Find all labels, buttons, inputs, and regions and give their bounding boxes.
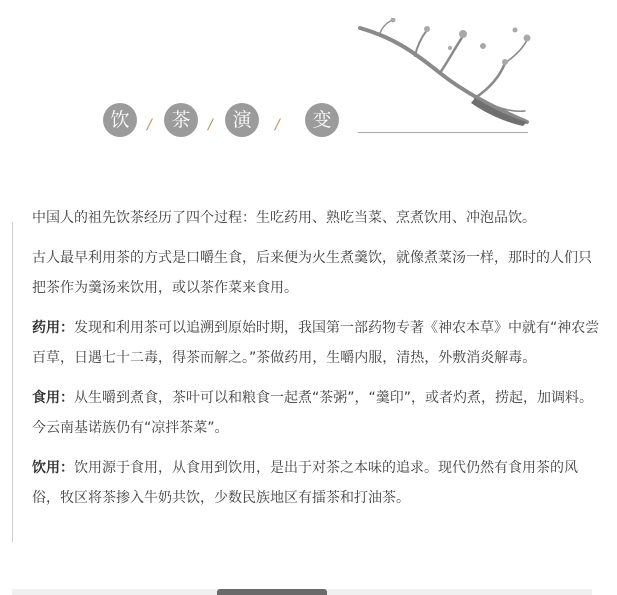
bottom-photo-edge bbox=[12, 589, 592, 595]
article-body bbox=[32, 203, 602, 523]
term-drinking: 饮用： bbox=[32, 460, 74, 476]
title-char-4: 变 bbox=[305, 103, 339, 137]
paragraph-edible: 食用：从生嚼到煮食，茶叶可以和粮食一起煮“茶粥”，“羹印”，或者灼煮，捞起，加调料。今云南基诺族仍有“凉拌茶菜”。 bbox=[32, 390, 594, 436]
title-underline bbox=[358, 132, 528, 133]
paragraph-overview: 中国人的祖先饮茶经历了四个过程：生吃药用、熟吃当菜、烹煮饮用、冲泡品饮。 bbox=[32, 210, 536, 226]
paragraph-drinking: 饮用：饮用源于食用，从食用到饮用，是出于对茶之本味的追求。现代仍然有食用茶的风俗，牧区将茶掺入牛奶共饮，少数民族地区有擂茶和打油茶。 bbox=[32, 460, 578, 506]
title-separator-3: / bbox=[275, 117, 280, 133]
title-char-1: 饮 bbox=[103, 103, 137, 137]
section-title bbox=[103, 103, 553, 139]
title-char-2: 茶 bbox=[164, 103, 198, 137]
title-separator-2: / bbox=[208, 117, 213, 133]
term-medicinal: 药用： bbox=[32, 320, 74, 336]
title-separator-1: / bbox=[147, 117, 152, 133]
term-edible: 食用： bbox=[32, 390, 74, 406]
title-char-3: 演 bbox=[225, 103, 259, 137]
bottom-photo-dark-area bbox=[217, 589, 327, 595]
left-border-line bbox=[12, 222, 13, 542]
paragraph-medicinal: 药用：发现和利用茶可以追溯到原始时期，我国第一部药物专著《神农本草》中就有“神农尝百草，日遇七十二毒，得茶而解之。”茶做药用，生嚼内服，清热，外敷消炎解毒。 bbox=[32, 320, 600, 366]
paragraph-earliest-use: 古人最早利用茶的方式是口嚼生食，后来便为火生煮羹饮，就像煮菜汤一样，那时的人们只把茶作为羹汤来饮用，或以茶作菜来食用。 bbox=[32, 250, 592, 296]
